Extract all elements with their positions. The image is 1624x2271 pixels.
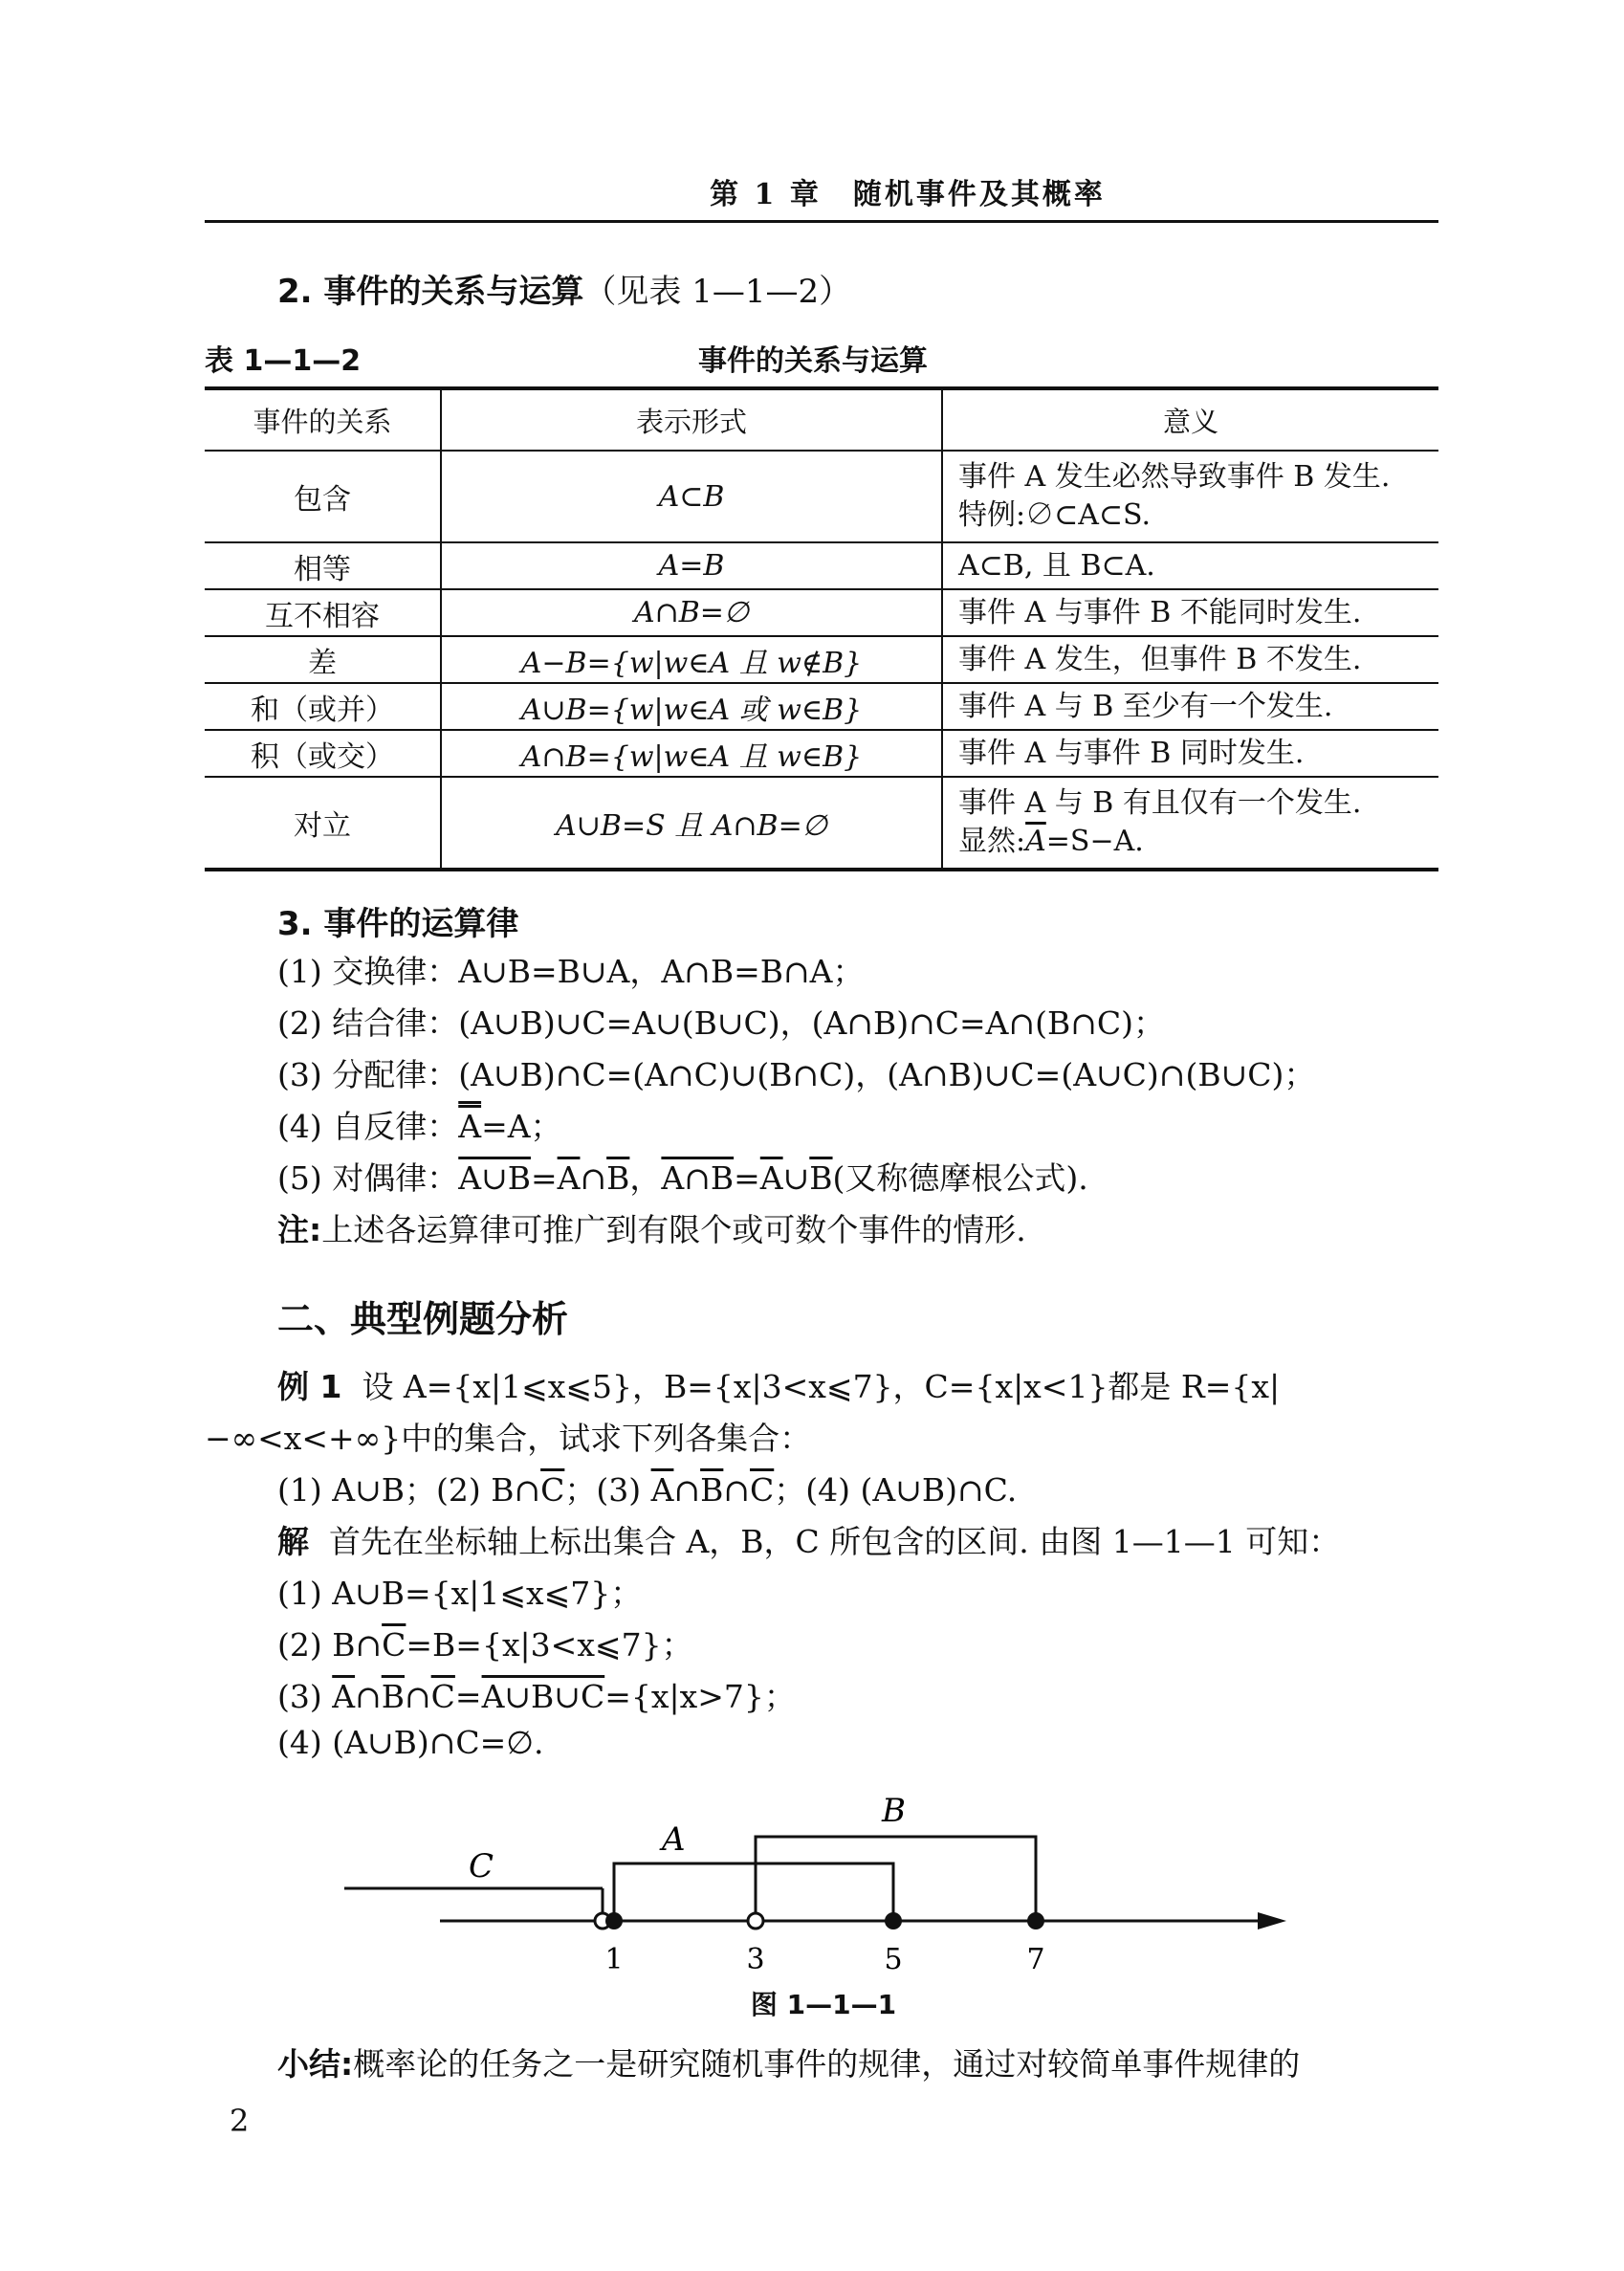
law-rest: (又称德摩根公式). bbox=[832, 1159, 1088, 1197]
equals: = bbox=[734, 1159, 760, 1197]
page-number: 2 bbox=[230, 2103, 250, 2139]
section-heading-3: 3. 事件的运算律 bbox=[277, 905, 519, 943]
operator: ∪ bbox=[782, 1159, 810, 1197]
complement-symbol: A∩B bbox=[661, 1159, 735, 1197]
table-row bbox=[205, 730, 1438, 777]
axis-arrow bbox=[1258, 1912, 1286, 1929]
label-b: B bbox=[882, 1792, 906, 1830]
double-complement: A bbox=[458, 1108, 482, 1145]
table-label: 表 1—1—2 bbox=[205, 344, 362, 378]
table-row bbox=[205, 777, 1438, 870]
complement-symbol: $\overline{A}$ bbox=[1025, 825, 1046, 858]
complement-symbol: $\overline{B}$ bbox=[809, 1159, 833, 1197]
example-line bbox=[277, 1362, 1280, 1407]
solution-answer bbox=[277, 1621, 693, 1665]
meaning-line: 事件 A 与 B 有且仅有一个发生. bbox=[958, 786, 1362, 820]
complement-symbol: $\overline{B}$ bbox=[700, 1471, 724, 1509]
column-header: 意义 bbox=[942, 388, 1438, 451]
meaning-prefix: 显然: bbox=[958, 825, 1026, 858]
complement-symbol: $\overline{A}$ bbox=[332, 1678, 356, 1715]
relation-cell: 相等 bbox=[205, 542, 441, 589]
label-a: A bbox=[662, 1820, 686, 1859]
table-row bbox=[205, 636, 1438, 683]
equals: = bbox=[530, 1159, 558, 1197]
table-caption: 事件的关系与运算 bbox=[698, 344, 928, 378]
form-cell: A⊂B bbox=[441, 451, 942, 542]
meaning-cell: 事件 A 与 B 至少有一个发生. bbox=[942, 683, 1438, 730]
answer-text: =B={x|3<x⩽7}； bbox=[406, 1626, 693, 1664]
complement-symbol: $\overline{B}$ bbox=[606, 1159, 630, 1197]
answer-text: (2) B∩ bbox=[277, 1626, 383, 1664]
section-title: 2. 事件的关系与运算 bbox=[277, 273, 584, 311]
solution-answer: (4) (A∪B)∩C=∅. bbox=[277, 1724, 544, 1761]
complement-symbol: $\overline{C}$ bbox=[382, 1626, 406, 1664]
question-text: ；(3) bbox=[564, 1471, 651, 1509]
complement-symbol: $\overline{C}$ bbox=[540, 1471, 565, 1509]
form-cell: A∩B={w|w∈A 且 w∈B} bbox=[441, 730, 942, 777]
complement-symbol: $\overline{A}$ bbox=[759, 1159, 783, 1197]
table-header-row bbox=[205, 388, 1438, 451]
relation-cell: 对立 bbox=[205, 777, 441, 870]
table-row bbox=[205, 589, 1438, 636]
operator: ∩ bbox=[723, 1471, 751, 1509]
operator: ∩ bbox=[355, 1678, 382, 1715]
number-line-figure bbox=[344, 1787, 1301, 1978]
column-header: 事件的关系 bbox=[205, 388, 441, 451]
meaning-line: 特例:∅⊂A⊂S. bbox=[958, 498, 1152, 532]
law-distributive: (3) 分配律：(A∪B)∩C=(A∩C)∪(B∩C)，(A∩B)∪C=(A∪C)∩(B∪C)； bbox=[277, 1056, 1316, 1093]
law-label: (5) 对偶律： bbox=[277, 1159, 459, 1197]
section-heading-2 bbox=[277, 265, 851, 312]
figure-caption: 图 1—1—1 bbox=[750, 1989, 897, 2020]
tick-label: 3 bbox=[746, 1943, 765, 1976]
complement-symbol: $\overline{B}$ bbox=[381, 1678, 405, 1715]
example-label: 例 1 bbox=[277, 1368, 342, 1405]
separator: ， bbox=[629, 1159, 662, 1197]
law-involution bbox=[277, 1102, 562, 1147]
relation-cell: 和（或并） bbox=[205, 683, 441, 730]
equals: = bbox=[454, 1678, 482, 1715]
table-row bbox=[205, 451, 1438, 542]
label-c: C bbox=[469, 1847, 494, 1885]
meaning-cell bbox=[942, 777, 1438, 870]
complement-symbol: $\overline{A}$ bbox=[650, 1471, 674, 1509]
complement-symbol: A∪B bbox=[458, 1159, 531, 1197]
column-header: 表示形式 bbox=[441, 388, 942, 451]
meaning-cell: 事件 A 与事件 B 不能同时发生. bbox=[942, 589, 1438, 636]
solution-answer bbox=[277, 1672, 796, 1717]
complement-symbol: $\overline{A}$ bbox=[557, 1159, 581, 1197]
form-cell: A−B={w|w∈A 且 w∉B} bbox=[441, 636, 942, 683]
note bbox=[277, 1205, 1026, 1250]
example-line: −∞<x<+∞}中的集合，试求下列各集合： bbox=[205, 1420, 812, 1457]
tick-label: 1 bbox=[604, 1943, 624, 1976]
relation-cell: 差 bbox=[205, 636, 441, 683]
form-cell: A=B bbox=[441, 542, 942, 589]
question-text: ；(4) (A∪B)∩C. bbox=[774, 1471, 1018, 1509]
answer-text: (3) bbox=[277, 1678, 333, 1715]
example-text: 设 A={x|1⩽x⩽5}，B={x|3<x⩽7}，C={x|x<1}都是 R={x| bbox=[362, 1368, 1281, 1405]
table-row bbox=[205, 542, 1438, 589]
tick-label: 5 bbox=[884, 1943, 903, 1976]
law-associative: (2) 结合律：(A∪B)∪C=A∪(B∪C)，(A∩B)∩C=A∩(B∩C)； bbox=[277, 1004, 1166, 1042]
tick-label: 7 bbox=[1026, 1943, 1045, 1976]
relation-cell: 包含 bbox=[205, 451, 441, 542]
question-text: (1) A∪B；(2) B∩ bbox=[277, 1471, 541, 1509]
header-rule bbox=[205, 220, 1438, 223]
example-questions bbox=[277, 1466, 1017, 1510]
section-table-ref: （见表 1—1—2） bbox=[583, 273, 852, 311]
solution-text: 首先在坐标轴上标出集合 A，B，C 所包含的区间. 由图 1—1—1 可知： bbox=[328, 1523, 1341, 1560]
complement-symbol: A∪B∪C bbox=[481, 1678, 605, 1715]
law-rest: =A； bbox=[481, 1108, 562, 1145]
summary-text: 概率论的任务之一是研究随机事件的规律，通过对较简单事件规律的 bbox=[353, 2045, 1301, 2083]
meaning-cell: A⊂B, 且 B⊂A. bbox=[942, 542, 1438, 589]
relation-cell: 积（或交） bbox=[205, 730, 441, 777]
operator: ∩ bbox=[673, 1471, 701, 1509]
closed-point-1 bbox=[605, 1912, 623, 1929]
law-de-morgan bbox=[277, 1154, 1088, 1199]
table-row bbox=[205, 683, 1438, 730]
operator: ∩ bbox=[405, 1678, 431, 1715]
law-commutative: (1) 交换律：A∪B=B∪A，A∩B=B∩A； bbox=[277, 953, 865, 990]
summary bbox=[277, 2039, 1300, 2084]
closed-point-7 bbox=[1027, 1912, 1044, 1929]
interval-b bbox=[756, 1837, 1036, 1921]
meaning-line bbox=[958, 823, 1423, 861]
form-cell: A∪B=S 且 A∩B=∅ bbox=[441, 777, 942, 870]
law-label: (4) 自反律： bbox=[277, 1108, 459, 1145]
summary-label: 小结: bbox=[277, 2045, 354, 2083]
meaning-cell: 事件 A 与事件 B 同时发生. bbox=[942, 730, 1438, 777]
form-cell: A∪B={w|w∈A 或 w∈B} bbox=[441, 683, 942, 730]
meaning-rest: =S−A. bbox=[1045, 825, 1144, 858]
relations-table bbox=[205, 386, 1438, 871]
form-cell: A∩B=∅ bbox=[441, 589, 942, 636]
answer-text: ={x|x>7}； bbox=[604, 1678, 796, 1715]
meaning-line: 事件 A 发生必然导致事件 B 发生. bbox=[958, 460, 1391, 494]
solution-intro bbox=[277, 1517, 1340, 1562]
part-heading: 二、典型例题分析 bbox=[277, 1298, 569, 1340]
complement-symbol: $\overline{C}$ bbox=[750, 1471, 775, 1509]
operator: ∩ bbox=[580, 1159, 607, 1197]
relation-cell: 互不相容 bbox=[205, 589, 441, 636]
meaning-cell: 事件 A 发生，但事件 B 不发生. bbox=[942, 636, 1438, 683]
solution-answer: (1) A∪B={x|1⩽x⩽7}； bbox=[277, 1575, 643, 1612]
complement-symbol: $\overline{C}$ bbox=[430, 1678, 455, 1715]
open-point-3 bbox=[748, 1913, 763, 1929]
closed-point-5 bbox=[885, 1912, 902, 1929]
note-text: 上述各运算律可推广到有限个或可数个事件的情形. bbox=[321, 1211, 1026, 1248]
solution-label: 解 bbox=[277, 1523, 309, 1560]
meaning-cell bbox=[942, 451, 1438, 542]
running-head: 第 1 章 随机事件及其概率 bbox=[710, 178, 1106, 211]
note-label: 注: bbox=[277, 1211, 322, 1248]
